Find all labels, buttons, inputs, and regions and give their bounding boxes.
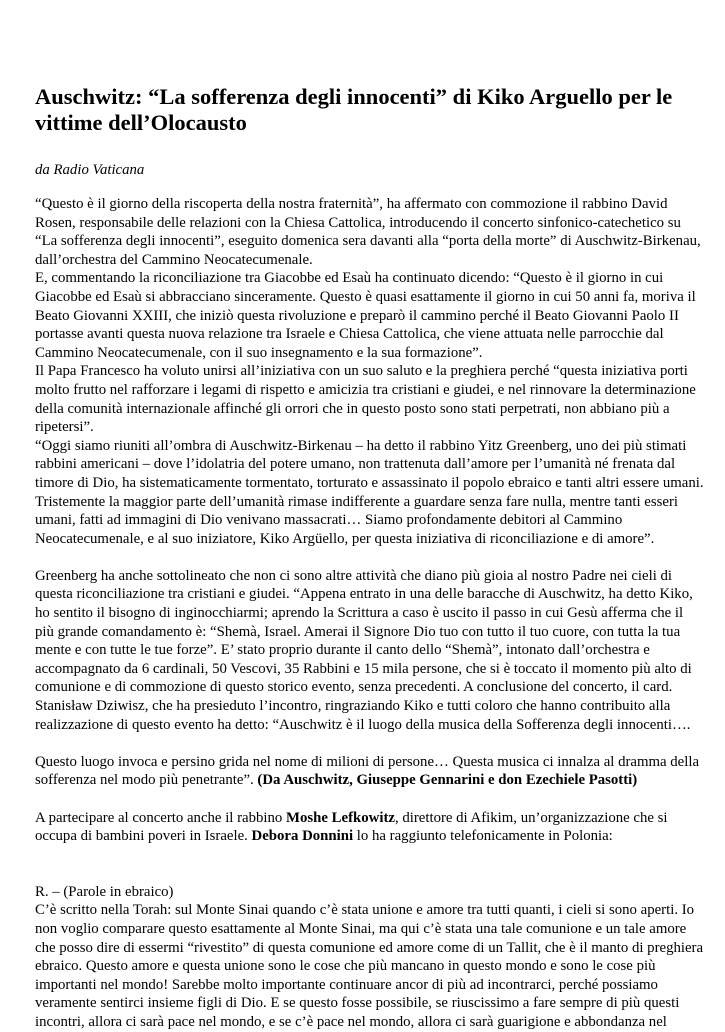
interview-answer: C’è scritto nella Torah: sul Monte Sinai quando c’è stata unione e amore tra tutti quanti, i cieli si sono aperti. Io non voglio comparare questo esattamente al Monte Sinai, ma qui c’è stata una tale comunione e un tale amore che posso dire di essermi “rivestito” di questa comunione ed amore come di un Tallit, che è il manto di preghiera ebraico. Questo amore e questa unione sono le cose che più mancano in questo mondo e sono le cose più importanti nel mondo! Sarebbe molto importante continuare ancor di più ad incontrarci, perché possiamo veramente sentirci insieme figli di Dio. E se questo fosse possibile, se riuscissimo a fare sempre di più questi incontri, allora ci sarà pace nel mondo, e se c’è pace nel mondo, allora ci sarà guarigione e abbondanza nel: [35, 902, 704, 1030]
paragraph-7-end: lo ha raggiunto telefonicamente in Polonia:: [356, 828, 613, 845]
paragraph-3: Il Papa Francesco ha voluto unirsi all’iniziativa con un suo saluto e la preghiera perché “questa iniziativa porti molto frutto nel rafforzare i legami di rispetto e amicizia tra cristiani e giudei, e nel rinnovare la determinazione della comunità internazionale affinché gli orrori che in questo posto sono stati perpetrati, non abbiano più a ripetersi”.: [35, 363, 696, 436]
paragraph-4: “Oggi siamo riuniti all’ombra di Auschwitz-Birkenau – ha detto il rabbino Yitz Greenberg, uno dei più stimati rabbini americani – dove l’idolatria del potere umano, non trattenuta dall’amore per l’umanità né frenata dal timore di Dio, ha sistematicamente tormentato, torturato e assassinato il popolo ebraico e tanti altri essere umani. Tristemente la maggior parte dell’umanità rimase indifferente a guardare senza fare nulla, mentre tanti esseri umani, fatti ad immagini di Dio venivano massacrati… Siamo profondamente debitori al Cammino Neocatecumenale, e al suo iniziatore, Kiko Argüello, per questa iniziativa di riconciliazione e di amore”.: [35, 437, 704, 547]
article-source: da Radio Vaticana: [35, 162, 145, 178]
paragraph-2: E, commentando la riconciliazione tra Giacobbe ed Esaù ha continuato dicendo: “Questo è il giorno in cui Giacobbe ed Esaù si abbracciano sinceramente. Questo è quasi esattamente il giorno in cui 50 anni fa, moriva il Beato Giovanni XXIII, che iniziò questa rivoluzione e preparò il cammino perché il Beato Giovanni Paolo II portasse avanti questa nuova relazione tra Israele e Chiesa Cattolica, che viene attuata nelle parrocchie dal Cammino Neocatecumenale, con il suo insegnamento e la sua formazione”.: [35, 270, 696, 361]
paragraph-6-text: Questo luogo invoca e persino grida nel nome di milioni di persone… Questa musica ci innalza al dramma della sofferenza nel modo più penetrante”.: [35, 753, 700, 789]
paragraph-5: Greenberg ha anche sottolineato che non ci sono altre attività che diano più gioia al nostro Padre nei cieli di questa riconciliazione tra cristiani e giudei. “Appena entrato in una delle baracche di Auschwitz, ha detto Kiko, ho sentito il bisogno di inginocchiarmi; aprendo la Scrittura a caso è uscito il passo in cui Gesù afferma che il più grande comandamento è: “Shemà, Israel. Amerai il Signore Dio tuo con tutto il tuo cuore, con tutta la tua mente e con tutte le tue forze”. E’ stato proprio durante il canto dello “Shemà”, intonato dall’orchestra e accompagnato da 6 cardinali, 50 Vescovi, 35 Rabbini e 15 mila persone, che si è toccato il momento più alto di comunione e di commozione di questo storico evento, senza precedenti. A conclusione del concerto, il card. Stanisław Dziwisz, che ha presieduto l’incontro, ringraziando Kiko e tutti coloro che hanno contribuito alla realizzazione di questo evento ha detto: “Auschwitz è il luogo della musica della Sofferenza degli innocenti….: [35, 567, 693, 733]
name-lefkowitz: Moshe Lefkowitz: [286, 809, 395, 826]
paragraph-7-start: A partecipare al concerto anche il rabbino: [35, 809, 283, 826]
article-body: [35, 195, 705, 1032]
paragraph-1: “Questo è il giorno della riscoperta della nostra fraternità”, ha affermato con commozione il rabbino David Rosen, responsabile delle relazioni con la Chiesa Cattolica, introducendo il concerto sinfonico-catechetico su “La sofferenza degli innocenti”, eseguito domenica sera davanti alla “porta della morte” di Auschwitz-Birkenau, dall’orchestra del Cammino Neocatecumenale.: [35, 196, 701, 268]
interview-answer-label: R. – (Parole in ebraico): [35, 883, 174, 900]
paragraph-7: [35, 809, 705, 846]
article-title: Auschwitz: “La sofferenza degli innocenti” di Kiko Arguello per le vittime dell’Olocausto: [35, 84, 673, 135]
paragraph-6: [35, 753, 705, 790]
name-donnini: Debora Donnini: [251, 828, 354, 845]
paragraph-7-middle: , direttore di Afikim, un’organizzazione che si occupa di bambini poveri in Israele.: [35, 809, 668, 845]
attribution: (Da Auschwitz, Giuseppe Gennarini e don Ezechiele Pasotti): [257, 772, 638, 789]
